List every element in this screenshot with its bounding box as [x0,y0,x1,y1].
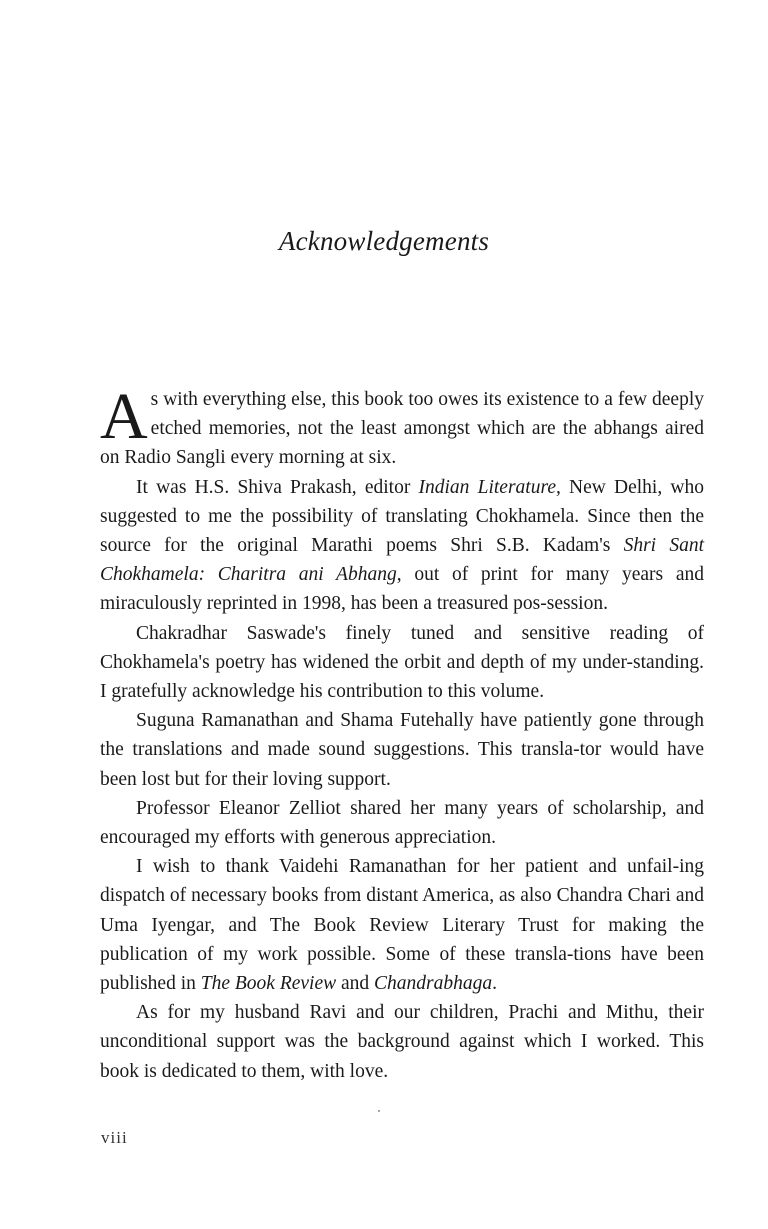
paragraph [100,619,704,707]
italic-title-text: Shri Sant Chokhamela: Charitra ani Abhang [100,535,704,586]
body-text [100,380,704,1086]
paragraph-text: As for my husband Ravi and our children, Prachi and Mithu, their unconditional support was the background against which I worked. This book is dedicated to them, with love. [100,1002,704,1082]
paragraph-text: Professor Eleanor Zelliot shared her many years of scholarship, and encouraged my efforts with generous appreciation. [100,797,704,849]
paragraph-text: I wish to thank Vaidehi Ramanathan for her patient and unfail-ing dispatch of necessary books from distant America, as also Chandra Chari and Uma Iyengar, and The Book Review Literary Trust for making the publication of my work possible. Some of these transla-tions have been published in [100,856,704,995]
paragraph-text: It was H.S. Shiva Prakash, editor [136,476,419,498]
paragraph-text: New Delhi, who suggested to me the possibility of translating Chokhamela. Since then the source for the original Marathi poems Shri S.B. Kadam's [100,476,704,557]
paragraph-text: and [336,973,375,995]
paragraph [100,706,704,794]
paragraph [100,380,704,473]
paragraph-text: Chakradhar Saswade's finely tuned and sensitive reading of Chokhamela's poetry has widened the orbit and depth of my under-standing. I gratefully acknowledge his contribution to this volume. [100,622,704,703]
paragraph [100,852,704,998]
print-speck [378,1110,380,1112]
italic-title-text: Chandrabhaga [374,973,493,995]
paragraph-text: Suguna Ramanathan and Shama Futehally have patiently gone through the translations and made sound suggestions. This transla-tor would have been lost but for their loving support. [100,710,704,790]
italic-title-text: Indian Literature, [418,476,561,498]
italic-title-text: The Book Review [200,973,337,995]
paragraph-text: , out of print for many years and miraculously reprinted in 1998, has been a treasured pos-session. [100,564,704,615]
paragraph-text: . [492,973,498,995]
drop-cap: A [100,380,148,453]
page-title: Acknowledgements [278,226,490,256]
page-number: viii [101,1128,128,1147]
paragraph-text: s with everything else, this book too owes its existence to a few deeply etched memories, not the least amongst which are the abhangs aired on Radio Sangli every morning at six. [100,389,704,469]
paragraph [100,473,704,619]
paragraph [100,794,704,852]
paragraph [100,998,704,1086]
